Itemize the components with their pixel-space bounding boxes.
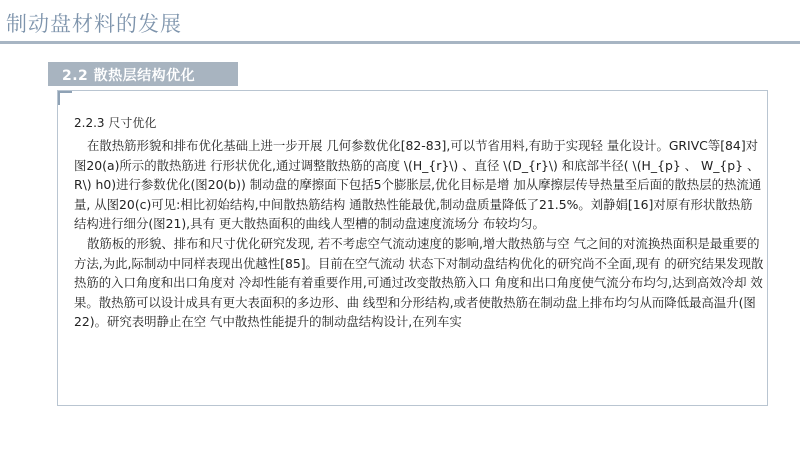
section-heading: 2.2 散热层结构优化 <box>62 68 196 84</box>
title-divider <box>0 41 800 44</box>
paragraph-2: 散筋板的形貌、排布和尺寸优化研究发现, 若不考虑空气流动速度的影响,增大散热筋与空 气之间的对流换热面积是最重要的方法,为此,际制动中同样表现出优越性[85]。目前在空气流动 状态下对制动盘结构优化的研究尚不全面,现有 的研究结果发现散热筋的入口角度和出口角度对 冷却性能有着重要作用,可通过改变散热筋入口 角度和出口角度使气流分布均匀,达到高效冷却 效果。散热筋可以设计成具有更大表面积的多边形、曲 线型和分形结构,或者使散热筋在制动盘上排布均匀从而降低最高温升(图22)。研究表明静止在空 气中散热性能提升的制动盘结构设计,在列车实 <box>74 235 764 330</box>
frame-corner-accent <box>58 91 72 105</box>
subsection-heading: 2.2.3 尺寸优化 <box>74 116 157 130</box>
slide-title: 制动盘材料的发展 <box>6 12 182 36</box>
paragraph-1: 在散热筋形貌和排布优化基础上进一步开展 几何参数优化[82-83],可以节省用料,有助于实现轻 量化设计。GRIVC等[84]对图20(a)所示的散热筋进 行形状优化,通过调整散热筋的高度 \(H_{r}\) 、直径 \(D_{r}\) 和底部半径( \(H_{p} 、 W_{p} 、 R\) h0)进行参数优化(图20(b)) 制动盘的摩擦面下包括5个膨胀层,优化目标是增 加从摩擦层传导热量至后面的散热层的热流通量, 从图20(c)可见:相比初始结构,中间散热筋结构 通散热性能最优,制动盘质量降低了21.5%。刘静娟[16]对原有形状散热筋结构进行细分(图21),具有 更大散热面积的曲线人型槽的制动盘速度流场分 布较均匀。 <box>74 138 762 232</box>
body-text <box>74 136 764 332</box>
